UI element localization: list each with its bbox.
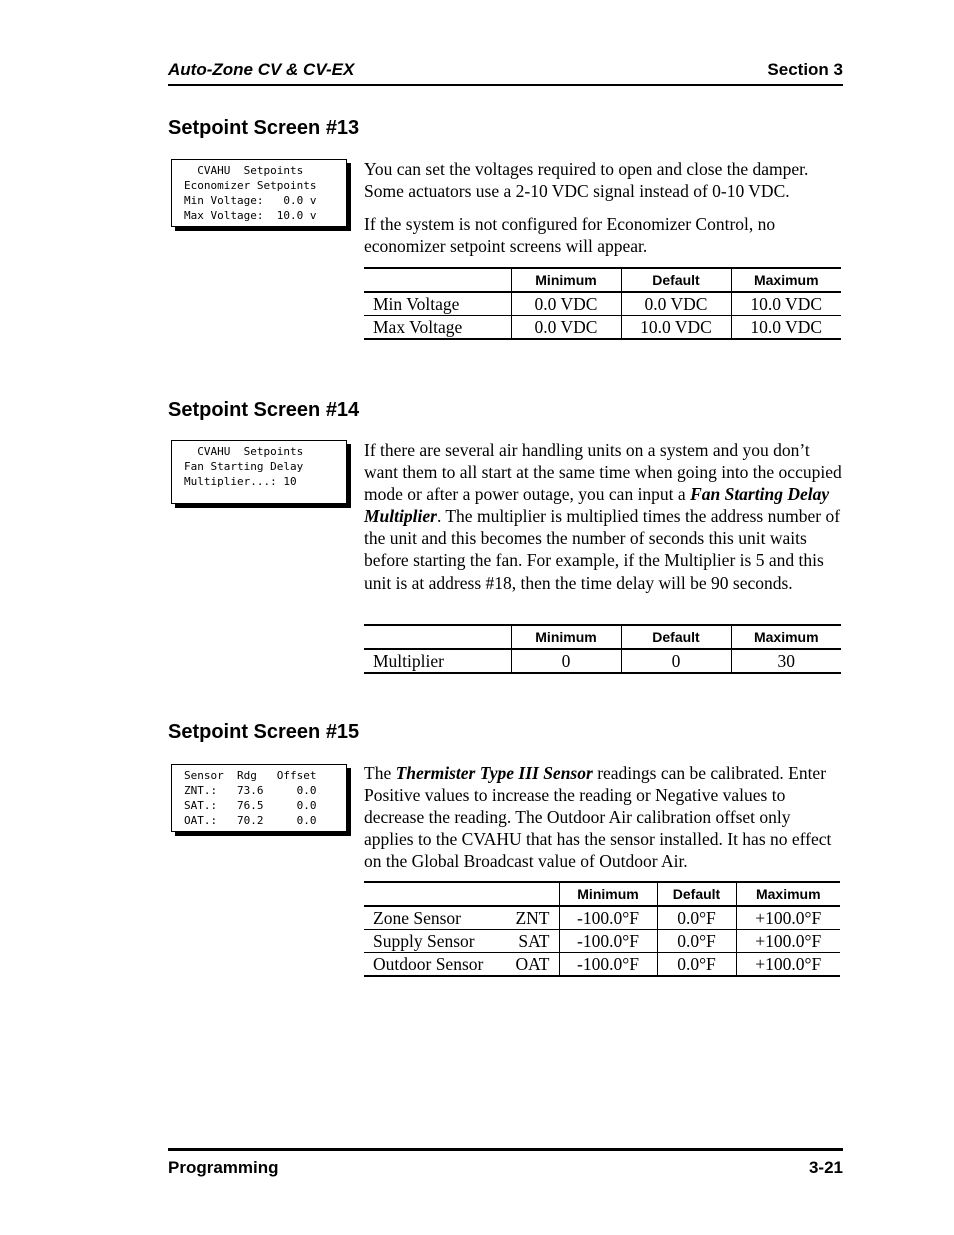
section-13-text <box>364 158 844 257</box>
table-cell <box>364 953 559 977</box>
lcd-line: Sensor Rdg Offset <box>184 769 317 782</box>
column-header: Default <box>657 882 736 906</box>
column-header: Maximum <box>736 882 840 906</box>
section-label: Section 3 <box>767 60 843 79</box>
emphasized-term: Thermister Type III Sensor <box>395 763 593 783</box>
lcd-display-14 <box>171 440 347 504</box>
lcd-line: Max Voltage: 10.0 v <box>184 209 317 222</box>
table-cell: Min Voltage <box>364 292 511 316</box>
lcd-display-13 <box>171 159 347 227</box>
sensor-code: SAT <box>518 930 550 951</box>
table-row <box>364 930 840 953</box>
paragraph-text: The <box>364 763 396 783</box>
paragraph <box>364 762 844 872</box>
table-cell: +100.0°F <box>736 906 840 930</box>
sensor-name: Outdoor Sensor <box>373 953 484 974</box>
table-cell: 30 <box>731 649 841 673</box>
table-cell: 0.0 VDC <box>511 292 621 316</box>
lcd-line: Economizer Setpoints <box>184 179 317 192</box>
table-header-row <box>364 268 841 292</box>
lcd-line: Multiplier...: 10 <box>184 475 297 488</box>
section-13-heading: Setpoint Screen #13 <box>168 117 360 139</box>
table-cell: Max Voltage <box>364 316 511 340</box>
chapter-label: Programming <box>168 1158 279 1177</box>
table-cell: 0.0 VDC <box>511 316 621 340</box>
section-14-text <box>364 439 844 594</box>
paragraph-text: readings can be calibrated. Enter Positive values to increase the reading or Negative values to decrease the reading. The Outdoor Air calibration offset only applies to the CVAHU that has the sensor installed. It has no effect on the Global Broadcast value of Outdoor Air. <box>364 763 832 872</box>
paragraph: You can set the voltages required to open and close the damper. Some actuators use a 2-10 VDC signal instead of 0-10 VDC. <box>364 159 809 202</box>
table-header-row <box>364 882 840 906</box>
column-header: Minimum <box>511 268 621 292</box>
lcd-line: Fan Starting Delay <box>184 460 304 473</box>
table-cell: 10.0 VDC <box>731 292 841 316</box>
paragraph-text: If there are several air handling units on a system and you don’t want them to all start at the same time when going into the occupied mode or after a power outage, you can input a <box>364 440 842 505</box>
section-15-table <box>364 881 840 977</box>
column-header <box>364 882 559 906</box>
section-13-table <box>364 267 841 340</box>
table-row <box>364 906 840 930</box>
table-cell <box>364 930 559 953</box>
table-row <box>364 953 840 977</box>
table-cell: -100.0°F <box>559 930 657 953</box>
sensor-name: Zone Sensor <box>373 907 461 928</box>
lcd-display-15 <box>171 764 347 832</box>
table-header-row <box>364 625 841 649</box>
table-row <box>364 316 841 340</box>
section-15-heading: Setpoint Screen #15 <box>168 721 360 743</box>
table-cell: 10.0 VDC <box>621 316 731 340</box>
column-header <box>364 625 511 649</box>
section-14-table <box>364 624 841 674</box>
table-cell: -100.0°F <box>559 953 657 977</box>
column-header: Minimum <box>511 625 621 649</box>
paragraph <box>364 439 844 594</box>
sensor-code: ZNT <box>515 907 550 928</box>
table-cell: Multiplier <box>364 649 511 673</box>
table-cell: 0.0 VDC <box>621 292 731 316</box>
sensor-code: OAT <box>515 953 550 974</box>
table-cell: 0 <box>511 649 621 673</box>
sensor-name: Supply Sensor <box>373 930 475 951</box>
section-14-heading: Setpoint Screen #14 <box>168 399 360 421</box>
column-header: Maximum <box>731 625 841 649</box>
column-header: Default <box>621 625 731 649</box>
table-cell: +100.0°F <box>736 930 840 953</box>
page-header <box>168 58 843 86</box>
lcd-line: ZNT.: 73.6 0.0 <box>184 784 317 797</box>
paragraph-text: . The multiplier is multiplied times the address number of the unit and this becomes the number of seconds this unit waits before starting the fan. For example, if the Multiplier is 5 and this unit is at address #18, then the time delay will be 90 seconds. <box>364 506 841 593</box>
table-cell: +100.0°F <box>736 953 840 977</box>
column-header: Maximum <box>731 268 841 292</box>
table-cell: 10.0 VDC <box>731 316 841 340</box>
lcd-line: Min Voltage: 0.0 v <box>184 194 317 207</box>
lcd-line: OAT.: 70.2 0.0 <box>184 814 317 827</box>
table-cell: 0 <box>621 649 731 673</box>
table-row <box>364 649 841 673</box>
column-header: Default <box>621 268 731 292</box>
table-cell: 0.0°F <box>657 906 736 930</box>
section-15-text <box>364 762 844 872</box>
page-number: 3-21 <box>808 1158 843 1177</box>
lcd-line: CVAHU Setpoints <box>184 164 304 177</box>
table-row <box>364 292 841 316</box>
lcd-line: CVAHU Setpoints <box>184 445 304 458</box>
lcd-line: SAT.: 76.5 0.0 <box>184 799 317 812</box>
table-cell: 0.0°F <box>657 953 736 977</box>
table-cell: -100.0°F <box>559 906 657 930</box>
column-header <box>364 268 511 292</box>
document-title: Auto-Zone CV & CV-EX <box>168 60 355 79</box>
page-footer <box>168 1148 843 1177</box>
table-cell <box>364 906 559 930</box>
column-header: Minimum <box>559 882 657 906</box>
table-cell: 0.0°F <box>657 930 736 953</box>
emphasized-term: Fan Starting Delay Multiplier <box>364 484 830 527</box>
paragraph: If the system is not configured for Economizer Control, no economizer setpoint screens will appear. <box>364 214 776 257</box>
